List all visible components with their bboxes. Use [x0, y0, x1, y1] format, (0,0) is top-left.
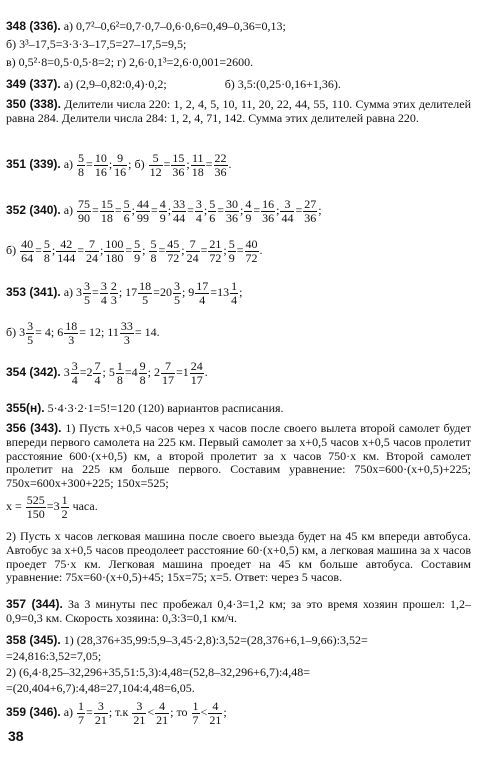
problem-353-b: б) 3 $\frac{3}{5}$ = 4; 6 $\frac{18}{3}$ = 12; 11 $\frac{33}{3}$ = 14. [6, 319, 160, 347]
problem-number: 348 (336). [6, 19, 61, 33]
problem-348-line3: в) 0,5²·8=0,5·0,5·8=2; г) 2,6·0,1³=2,6·0,001=2600. [6, 55, 254, 69]
problem-text: 1) Пусть x+0,5 часов через x часов после своего вылета второй самолет будет впереди первого самолета на 225 км. Первый самолет за x+0,5 часов x+0,5 часов пролетит расстояние 600·(x+0,5) км, а второй пролетит за x часов 750·x км. Второй самолет пролетит на 225 км больше первого. Составим уравнение: 750x=600·(x+0,5)+225; 750x=600x+300+225; 150x=525; [6, 421, 472, 491]
problem-number: 355(н). [6, 401, 45, 415]
part-label: б) [6, 242, 17, 257]
problem-355 [6, 402, 284, 416]
part-label: б) [6, 324, 17, 339]
page-number: 38 [8, 728, 24, 744]
part-label: а) [63, 704, 74, 719]
problem-358-line3: 2) (6,4·8,25–32,296+35,51:5,3):4,48=(52,8–32,296+6,7):4,48= [6, 665, 311, 679]
fraction: $\frac{11}{18}$ [191, 151, 204, 179]
problem-number: 357 (344). [6, 597, 63, 611]
problem-356-part2: 2) Пусть x часов легковая машина после своего выезда будет на 45 км впереди автобуса. Автобус за x+0,5 часов преодолеет расстояние 60·(x+0,5) км, а легковая машина за x часов проедет 75·x км. Легковая машина проедет на 45 км больше автобуса. Составим уравнение: 75x=60·(x+0,5)+45; 15x=75; x=5. Ответ: через 5 часов. [6, 529, 471, 585]
problem-number: 352 (340). [6, 202, 61, 217]
problem-351: 351 (339). а) $\frac{5}{8}$ = $\frac{10}{16}$ ; $\frac{9}{16}$ ; б) $\frac{5}{12}$ = $\frac{15}{36}$ ; $\frac{11}{18}$ = $\frac{22}{36}$ . [6, 151, 232, 179]
part-label: а) [63, 202, 74, 217]
problem-356-part1 [6, 422, 471, 491]
problem-358-line4: =(20,404+6,7):4,48=27,104:4,48=6,05. [6, 681, 195, 695]
problem-353-a: 353 (341). а) 3 $\frac{3}{5}$ = $\frac{3}{4}$ $\frac{2}{3}$ ; 17 $\frac{18}{5}$ =20 $\frac{3}{5}$ ; 9 $\frac{17}{4}$ =13 $\frac{1}{4}$ ; [6, 279, 243, 307]
problem-349 [6, 78, 341, 92]
part-label: а) [63, 156, 74, 171]
problem-352-a: 352 (340). а) $\frac{75}{90}$ = $\frac{15}{18}$ = $\frac{5}{6}$ ; $\frac{44}{99}$ = $\frac{4}{9}$ ; $\frac{33}{44}$ = $\frac{3}{4}$ ; $\frac{5}{6}$ = $\frac{30}{36}$ ; $\frac{4}{9}$ = $\frac{16}{36}$ ; $\frac{3}{44}$ = $\frac{27}{36}$ ; [6, 197, 322, 225]
fraction: $\frac{5}{12}$ [149, 151, 162, 179]
problem-number: 358 (345). [6, 633, 61, 647]
problem-358-line1: 358 (345). 1) (28,376+35,99:5,9–3,45·2,8):3,52=(28,376+6,1–9,66):3,52= [6, 633, 368, 647]
problem-348-line2: б) 3³–17,5=3·3·3–17,5=27–17,5=9,5; [6, 37, 187, 51]
problem-number: 353 (341). [6, 284, 61, 299]
problem-text: Делители числа 220: 1, 2, 4, 5, 10, 11, 20, 22, 44, 55, 110. Сумма этих делителей равна 284. Делители числа 284: 1, 2, 4, 71, 142. Сумма этих делителей равна 220. [6, 97, 471, 125]
problem-356-answer: x = $\frac{525}{150}$ =3 $\frac{1}{2}$ часа. [6, 493, 98, 521]
problem-348-line1 [6, 20, 286, 34]
problem-text: За 3 минуты пес пробежал 0,4·3=1,2 км; за это время хозяин прошел: 1,2–0,9=0,3 км. Скорость хозяина: 0,3:3=0,1 км/ч. [6, 597, 472, 625]
problem-352-b: б) $\frac{40}{64}$ = $\frac{5}{8}$ ; $\frac{42}{144}$ = $\frac{7}{24}$ ; $\frac{100}{180}$ = $\frac{5}{9}$ ; $\frac{5}{8}$ = $\frac{45}{72}$ ; $\frac{7}{24}$ = $\frac{21}{72}$ ; $\frac{5}{9}$ = $\frac{40}{72}$ . [6, 237, 263, 265]
fraction: $\frac{9}{16}$ [114, 151, 127, 179]
problem-359: 359 (346). а) $\frac{1}{7}$ = $\frac{3}{21}$ ; т.к $\frac{3}{21}$ < $\frac{4}{21}$ ; то $\frac{1}{7}$ < $\frac{4}{21}$ ; [6, 699, 227, 727]
part-label: а) [63, 284, 74, 299]
problem-number: 359 (346). [6, 704, 61, 719]
problem-part-b: б) 3,5:(0,25·0,16+1,36). [224, 77, 341, 91]
problem-357 [6, 598, 471, 626]
problem-number: 354 (342). [6, 364, 61, 379]
problem-part-a: а) (2,9–0,82:0,4)·0,2; [63, 77, 167, 91]
problem-number: 356 (343). [6, 421, 62, 435]
problem-350 [6, 98, 471, 126]
problem-number: 349 (337). [6, 77, 61, 91]
fraction: $\frac{5}{8}$ [78, 151, 85, 179]
problem-358-line2: =24,816:3,52=7,05; [6, 649, 102, 663]
part-label: б) [134, 156, 145, 171]
fraction: $\frac{22}{36}$ [214, 151, 227, 179]
problem-text: а) 0,7²–0,6²=0,7·0,7–0,6·0,6=0,49–0,36=0,13; [63, 19, 286, 33]
problem-354: 354 (342). 3 $\frac{3}{4}$ =2 $\frac{7}{4}$ ; 5 $\frac{1}{8}$ =4 $\frac{9}{8}$ ; 2 $\frac{7}{17}$ =1 $\frac{24}{17}$ . [6, 359, 208, 387]
problem-number: 351 (339). [6, 156, 61, 171]
fraction: $\frac{10}{16}$ [94, 151, 107, 179]
problem-text: 5·4·3·2·1=5!=120 (120) вариантов расписания. [47, 401, 284, 415]
fraction: $\frac{15}{36}$ [172, 151, 185, 179]
problem-number: 350 (338). [6, 97, 61, 111]
